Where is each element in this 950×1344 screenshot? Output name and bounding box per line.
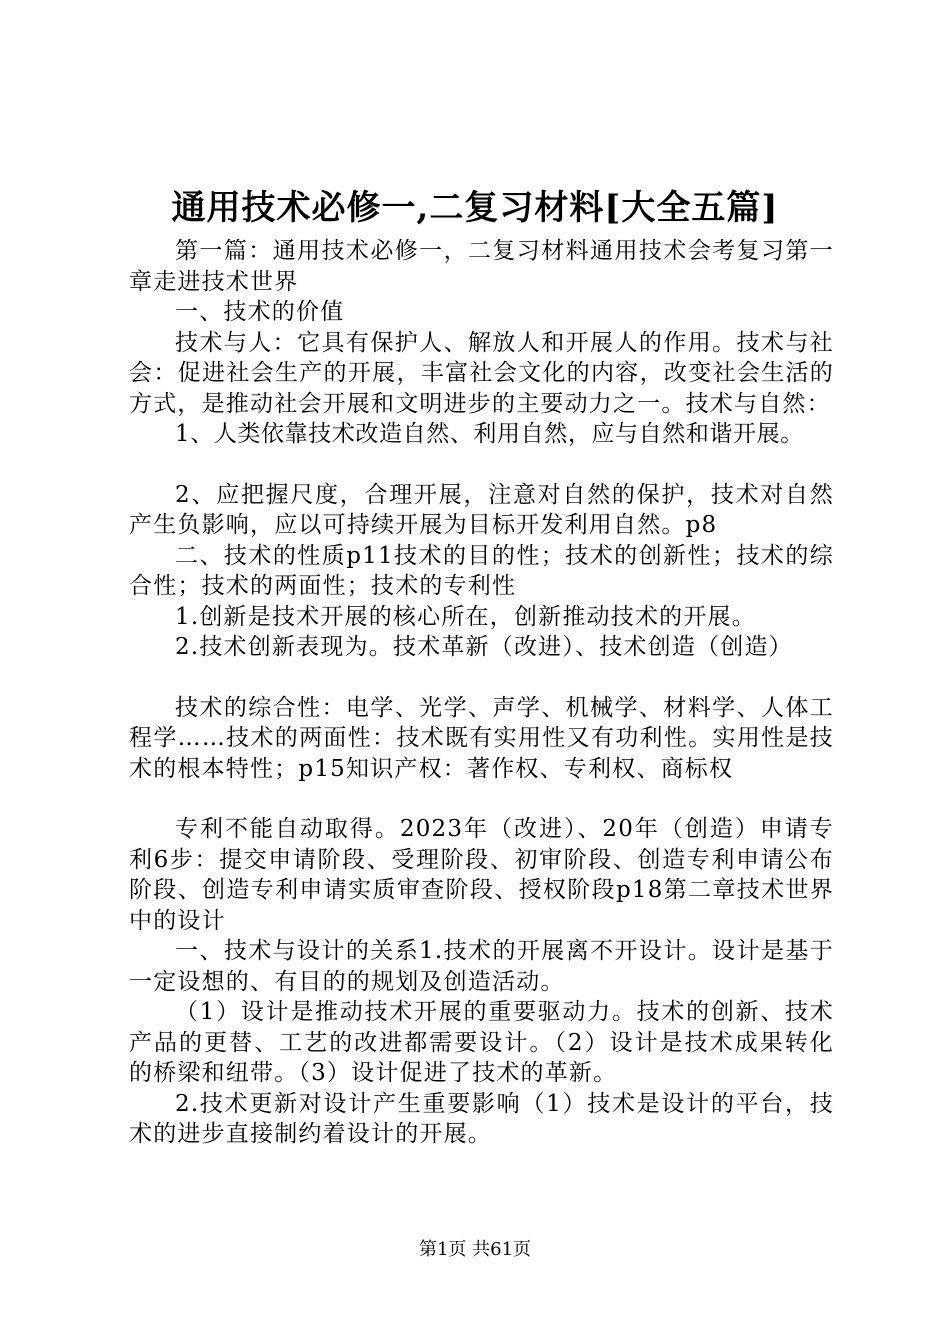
paragraph: 2.技术创新表现为。技术革新（改进）、技术创造（创造）: [175, 634, 793, 660]
paragraph: 2.技术更新对设计产生重要影响（1）技术是设计的平台，技术的进步直接制约着设计的开展。: [129, 1090, 834, 1147]
page-number-footer: 第1页 共61页: [418, 1239, 532, 1260]
document-body: [129, 236, 834, 1150]
paragraph: 技术与人：它具有保护人、解放人和开展人的作用。技术与社会：促进社会生产的开展，丰富社会文化的内容，改变社会生活的方式，是推动社会开展和文明进步的主要动力之一。技术与自然：: [129, 329, 834, 417]
document-title: 通用技术必修一,二复习材料[大全五篇]: [171, 188, 779, 228]
section-heading: 二、技术的性质p11技术的目的性；技术的创新性；技术的综合性；技术的两面性；技术的专利性: [129, 542, 834, 599]
paragraph: 专利不能自动取得。2023年（改进）、20年（创造）申请专利6步：提交申请阶段、受理阶段、初审阶段、创造专利申请公布阶段、创造专利申请实质审查阶段、授权阶段p18第二章技术世界中的设计: [129, 816, 834, 934]
paragraph: 1、人类依靠技术改造自然、利用自然，应与自然和谐开展。: [175, 421, 804, 447]
paragraph: 2、应把握尺度，合理开展，注意对自然的保护，技术对自然产生负影响，应以可持续开展为目标开发利用自然。p8: [129, 481, 834, 538]
paragraph: （1）设计是推动技术开展的重要驱动力。技术的创新、技术产品的更替、工艺的改进都需要设计。（2）设计是技术成果转化的桥梁和纽带。（3）设计促进了技术的革新。: [129, 999, 834, 1086]
paragraph: 第一篇：通用技术必修一，二复习材料通用技术会考复习第一章走进技术世界: [129, 238, 834, 295]
section-heading: 一、技术与设计的关系1.技术的开展离不开设计。设计是基于一定设想的、有目的的规划及创造活动。: [129, 938, 834, 995]
section-heading: 一、技术的价值: [175, 299, 345, 325]
paragraph: 技术的综合性：电学、光学、声学、机械学、材料学、人体工程学……技术的两面性：技术既有实用性又有功利性。实用性是技术的根本特性；p15知识产权：著作权、专利权、商标权: [129, 694, 834, 782]
paragraph: 1.创新是技术开展的核心所在，创新推动技术的开展。: [175, 603, 756, 630]
